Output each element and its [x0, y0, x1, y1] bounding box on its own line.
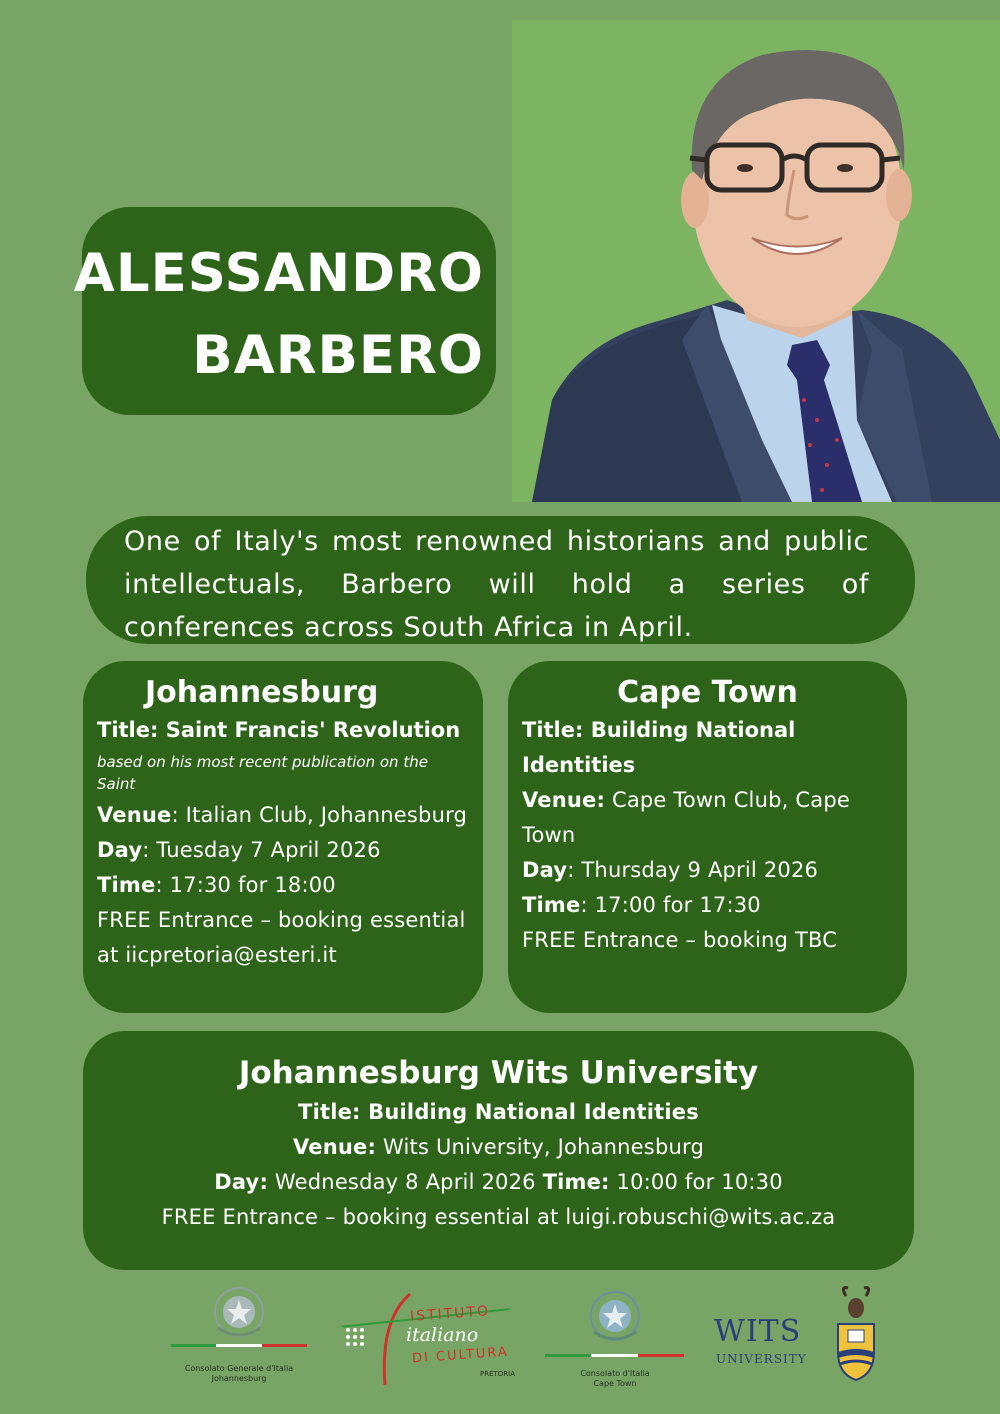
cape-town-event-box — [508, 661, 907, 1013]
johannesburg-day — [97, 833, 469, 868]
wits-title-label: Title: — [298, 1100, 361, 1124]
cape-town-venue-label: Venue: — [522, 788, 606, 812]
consolato-ct-line2: Cape Town — [593, 1379, 637, 1388]
wits-logo-main: WITS — [714, 1314, 802, 1349]
cape-town-venue-value: Cape Town Club, Cape Town — [522, 788, 850, 847]
johannesburg-event-box — [83, 661, 483, 1013]
johannesburg-time — [97, 868, 469, 903]
iic-bottom-text: DI CULTURA — [411, 1344, 510, 1367]
istituto-italiano-cultura-logo — [340, 1290, 520, 1390]
consolato-jhb-line1: Consolato Generale d'Italia — [184, 1364, 294, 1373]
wits-time-value: 10:00 for 10:30 — [609, 1170, 783, 1194]
wits-day-value: Wednesday 8 April 2026 — [268, 1170, 543, 1194]
cape-town-day-value: : Thursday 9 April 2026 — [567, 858, 819, 882]
cape-town-venue — [522, 783, 893, 853]
iic-top-text: ISTITUTO — [409, 1303, 491, 1325]
cape-town-time-value: : 17:00 for 17:30 — [580, 893, 761, 917]
johannesburg-day-label: Day — [97, 838, 143, 862]
johannesburg-venue — [97, 798, 469, 833]
johannesburg-venue-value: : Italian Club, Johannesburg — [171, 803, 468, 827]
wits-title-value: Building National Identities — [368, 1100, 699, 1124]
johannesburg-venue-label: Venue — [97, 803, 172, 827]
cape-town-day-label: Day — [522, 858, 568, 882]
wits-booking: FREE Entrance – booking essential at luigi.robuschi@wits.ac.za — [161, 1205, 836, 1229]
cape-town-title-value: Building National Identities — [522, 718, 796, 777]
wits-university-logo — [712, 1286, 887, 1386]
speaker-first-name: ALESSANDRO — [73, 243, 484, 304]
wits-logo-sub: UNIVERSITY — [716, 1352, 807, 1366]
intro-text: One of Italy's most renowned historians and public intellectuals, Barbero will hold a series of conferences across South Africa in April. — [124, 526, 869, 643]
wits-venue-value: Wits University, Johannesburg — [376, 1135, 704, 1159]
wits-day-label: Day: — [214, 1170, 269, 1194]
cape-town-title-label: Title: — [522, 718, 584, 742]
speaker-portrait — [512, 20, 1000, 502]
iic-city-text: PRETORIA — [480, 1370, 516, 1378]
johannesburg-booking: FREE Entrance – booking essential at iicpretoria@esteri.it — [97, 908, 466, 967]
wits-crest-icon — [830, 1286, 882, 1384]
wits-venue-label: Venue: — [293, 1135, 377, 1159]
wits-event-box — [83, 1031, 914, 1270]
cape-town-day — [522, 853, 893, 888]
johannesburg-day-value: : Tuesday 7 April 2026 — [142, 838, 381, 862]
consolato-ct-line1: Consolato d'Italia — [580, 1369, 650, 1378]
cape-town-time-label: Time — [522, 893, 581, 917]
johannesburg-time-label: Time — [97, 873, 156, 897]
johannesburg-title-value: Saint Francis' Revolution — [165, 718, 461, 742]
johannesburg-city: Johannesburg — [145, 675, 379, 710]
cape-town-time — [522, 888, 893, 923]
cape-town-booking: FREE Entrance – booking TBC — [522, 928, 838, 952]
italian-emblem-icon — [543, 1288, 687, 1358]
speaker-name-box — [73, 207, 496, 415]
johannesburg-title — [97, 713, 469, 748]
cape-town-title — [522, 713, 893, 783]
wits-time-label: Time: — [542, 1170, 610, 1194]
consolato-cape-town-logo — [543, 1288, 687, 1393]
intro-box — [86, 516, 915, 644]
italian-emblem-icon — [168, 1284, 310, 1354]
wits-day-time — [83, 1165, 914, 1200]
consolato-jhb-line2: Johannesburg — [211, 1374, 267, 1383]
wits-heading: Johannesburg Wits University — [238, 1055, 759, 1091]
johannesburg-title-label: Title: — [97, 718, 159, 742]
johannesburg-note: based on his most recent publication on the Saint — [97, 753, 428, 793]
iic-middle-text: italiano — [406, 1324, 479, 1346]
speaker-last-name: BARBERO — [192, 325, 484, 386]
johannesburg-time-value: : 17:30 for 18:00 — [155, 873, 336, 897]
wits-title — [83, 1095, 914, 1130]
cape-town-city: Cape Town — [617, 675, 798, 710]
consolato-johannesburg-logo — [168, 1284, 310, 1389]
wits-venue — [83, 1130, 914, 1165]
